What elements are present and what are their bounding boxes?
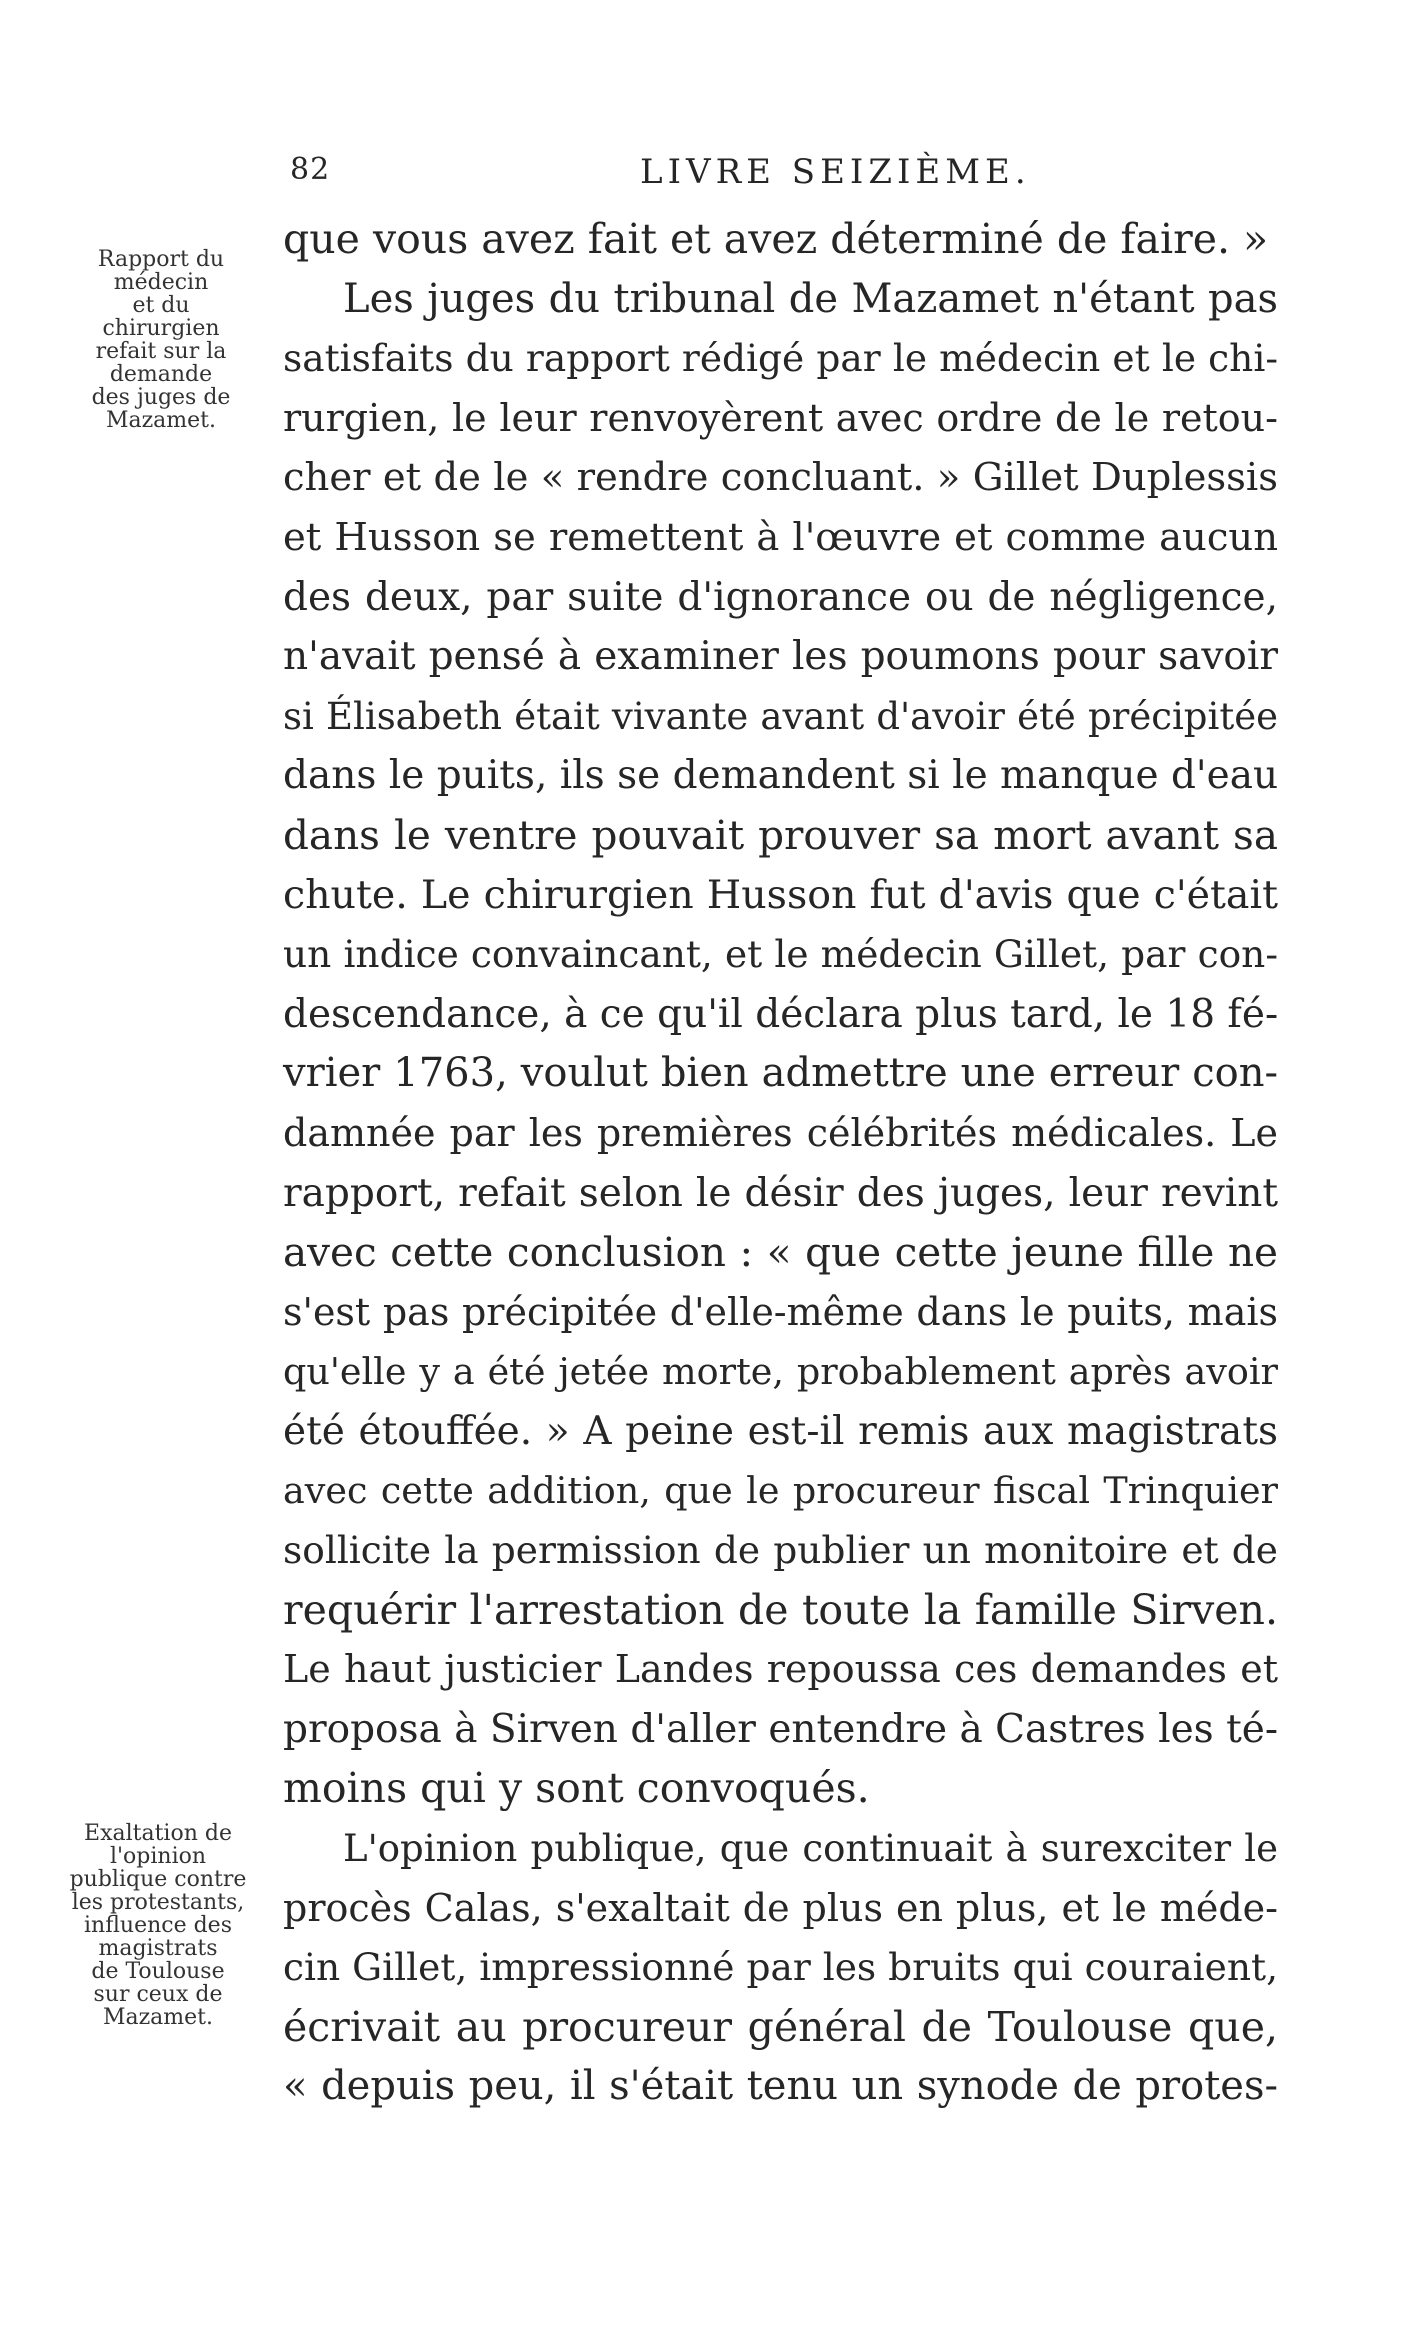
text-line: Les juges du tribunal de Mazamet n'étant pas [343, 275, 1278, 322]
margin-note-exaltation [42, 1822, 274, 2029]
margin-note-line: les protestants, [71, 1890, 245, 1915]
text-line: proposa à Sirven d'aller entendre à Castres les té- [283, 1706, 1278, 1752]
text-line: des deux, par suite d'ignorance ou de négligence, [283, 574, 1278, 620]
text-line: rurgien, le leur renvoyèrent avec ordre de le retou- [283, 395, 1278, 440]
text-line: été étouffée. » A peine est-il remis aux magistrats [283, 1408, 1278, 1454]
text-line: rapport, refait selon le désir des juges, leur revint [283, 1170, 1278, 1216]
text-line: que vous avez fait et avez déterminé de faire. » [283, 215, 1269, 263]
text-line: moins qui y sont convoqués. [283, 1764, 870, 1813]
body-text [283, 210, 1278, 2117]
text-line: cher et de le « rendre concluant. » Gillet Duplessis [283, 455, 1278, 501]
text-line: Le haut justicier Landes repoussa ces demandes et [283, 1647, 1278, 1692]
text-line: sollicite la permission de publier un monitoire et de [283, 1528, 1278, 1573]
page-number: 82 [290, 152, 331, 187]
text-line: dans le ventre pouvait prouver sa mort avant sa [283, 810, 1278, 859]
text-line: procès Calas, s'exaltait de plus en plus, et le méde- [283, 1885, 1278, 1930]
margin-note-line: Rapport du [97, 247, 225, 272]
text-line: s'est pas précipitée d'elle-même dans le puits, mais [283, 1289, 1278, 1334]
margin-note-line: des juges de [91, 385, 231, 410]
text-line: cin Gillet, impressionné par les bruits qui couraient, [283, 1945, 1278, 1990]
text-line: qu'elle y a été jetée morte, probablement après avoir [283, 1350, 1278, 1394]
text-line: si Élisabeth était vivante avant d'avoir été précipitée [283, 694, 1278, 738]
margin-note-line: influence des [84, 1913, 232, 1938]
text-line: avec cette conclusion : « que cette jeune fille ne [283, 1228, 1278, 1277]
running-title: LIVRE SEIZIÈME. [640, 152, 1031, 192]
page-header [280, 152, 1280, 202]
margin-note-line: sur ceux de [93, 1982, 223, 2007]
margin-note-line: refait sur la [95, 339, 227, 364]
margin-note-line: Mazamet. [105, 408, 217, 433]
margin-note-line: demande [109, 362, 213, 387]
margin-note-line: publique contre [69, 1867, 247, 1892]
text-line: « depuis peu, il s'était tenu un synode de protes- [283, 2063, 1278, 2110]
text-line: satisfaits du rapport rédigé par le médecin et le chi- [283, 336, 1278, 381]
text-line: L'opinion publique, que continuait à surexciter le [343, 1827, 1278, 1871]
text-line: vrier 1763, voulut bien admettre une erreur con- [283, 1050, 1278, 1097]
margin-note-line: Mazamet. [102, 2005, 214, 2030]
text-line: avec cette addition, que le procureur fiscal Trinquier [283, 1469, 1278, 1513]
text-line: descendance, à ce qu'il déclara plus tard, le 18 fé- [283, 991, 1279, 1037]
text-line: et Husson se remettent à l'œuvre et comme aucun [283, 514, 1278, 560]
margin-note-line: et du [132, 293, 190, 318]
margin-note-rapport [52, 248, 270, 432]
text-line: écrivait au procureur général de Toulouse que, [283, 2002, 1278, 2051]
text-line: chute. Le chirurgien Husson fut d'avis que c'était [283, 871, 1278, 918]
text-line: dans le puits, ils se demandent si le manque d'eau [283, 753, 1279, 799]
text-line: damnée par les premières célébrités médicales. Le [283, 1110, 1278, 1155]
margin-note-line: de Toulouse [91, 1959, 225, 1984]
text-line: un indice convaincant, et le médecin Gillet, par con- [283, 932, 1278, 977]
margin-note-line: Exaltation de [84, 1821, 232, 1846]
margin-note-line: chirurgien [102, 316, 220, 341]
margin-note-line: médecin [113, 270, 209, 295]
margin-note-line: l'opinion [109, 1844, 207, 1869]
text-line: n'avait pensé à examiner les poumons pour savoir [283, 634, 1278, 680]
margin-note-line: magistrats [98, 1936, 218, 1961]
text-line: requérir l'arrestation de toute la famille Sirven. [283, 1585, 1278, 1634]
